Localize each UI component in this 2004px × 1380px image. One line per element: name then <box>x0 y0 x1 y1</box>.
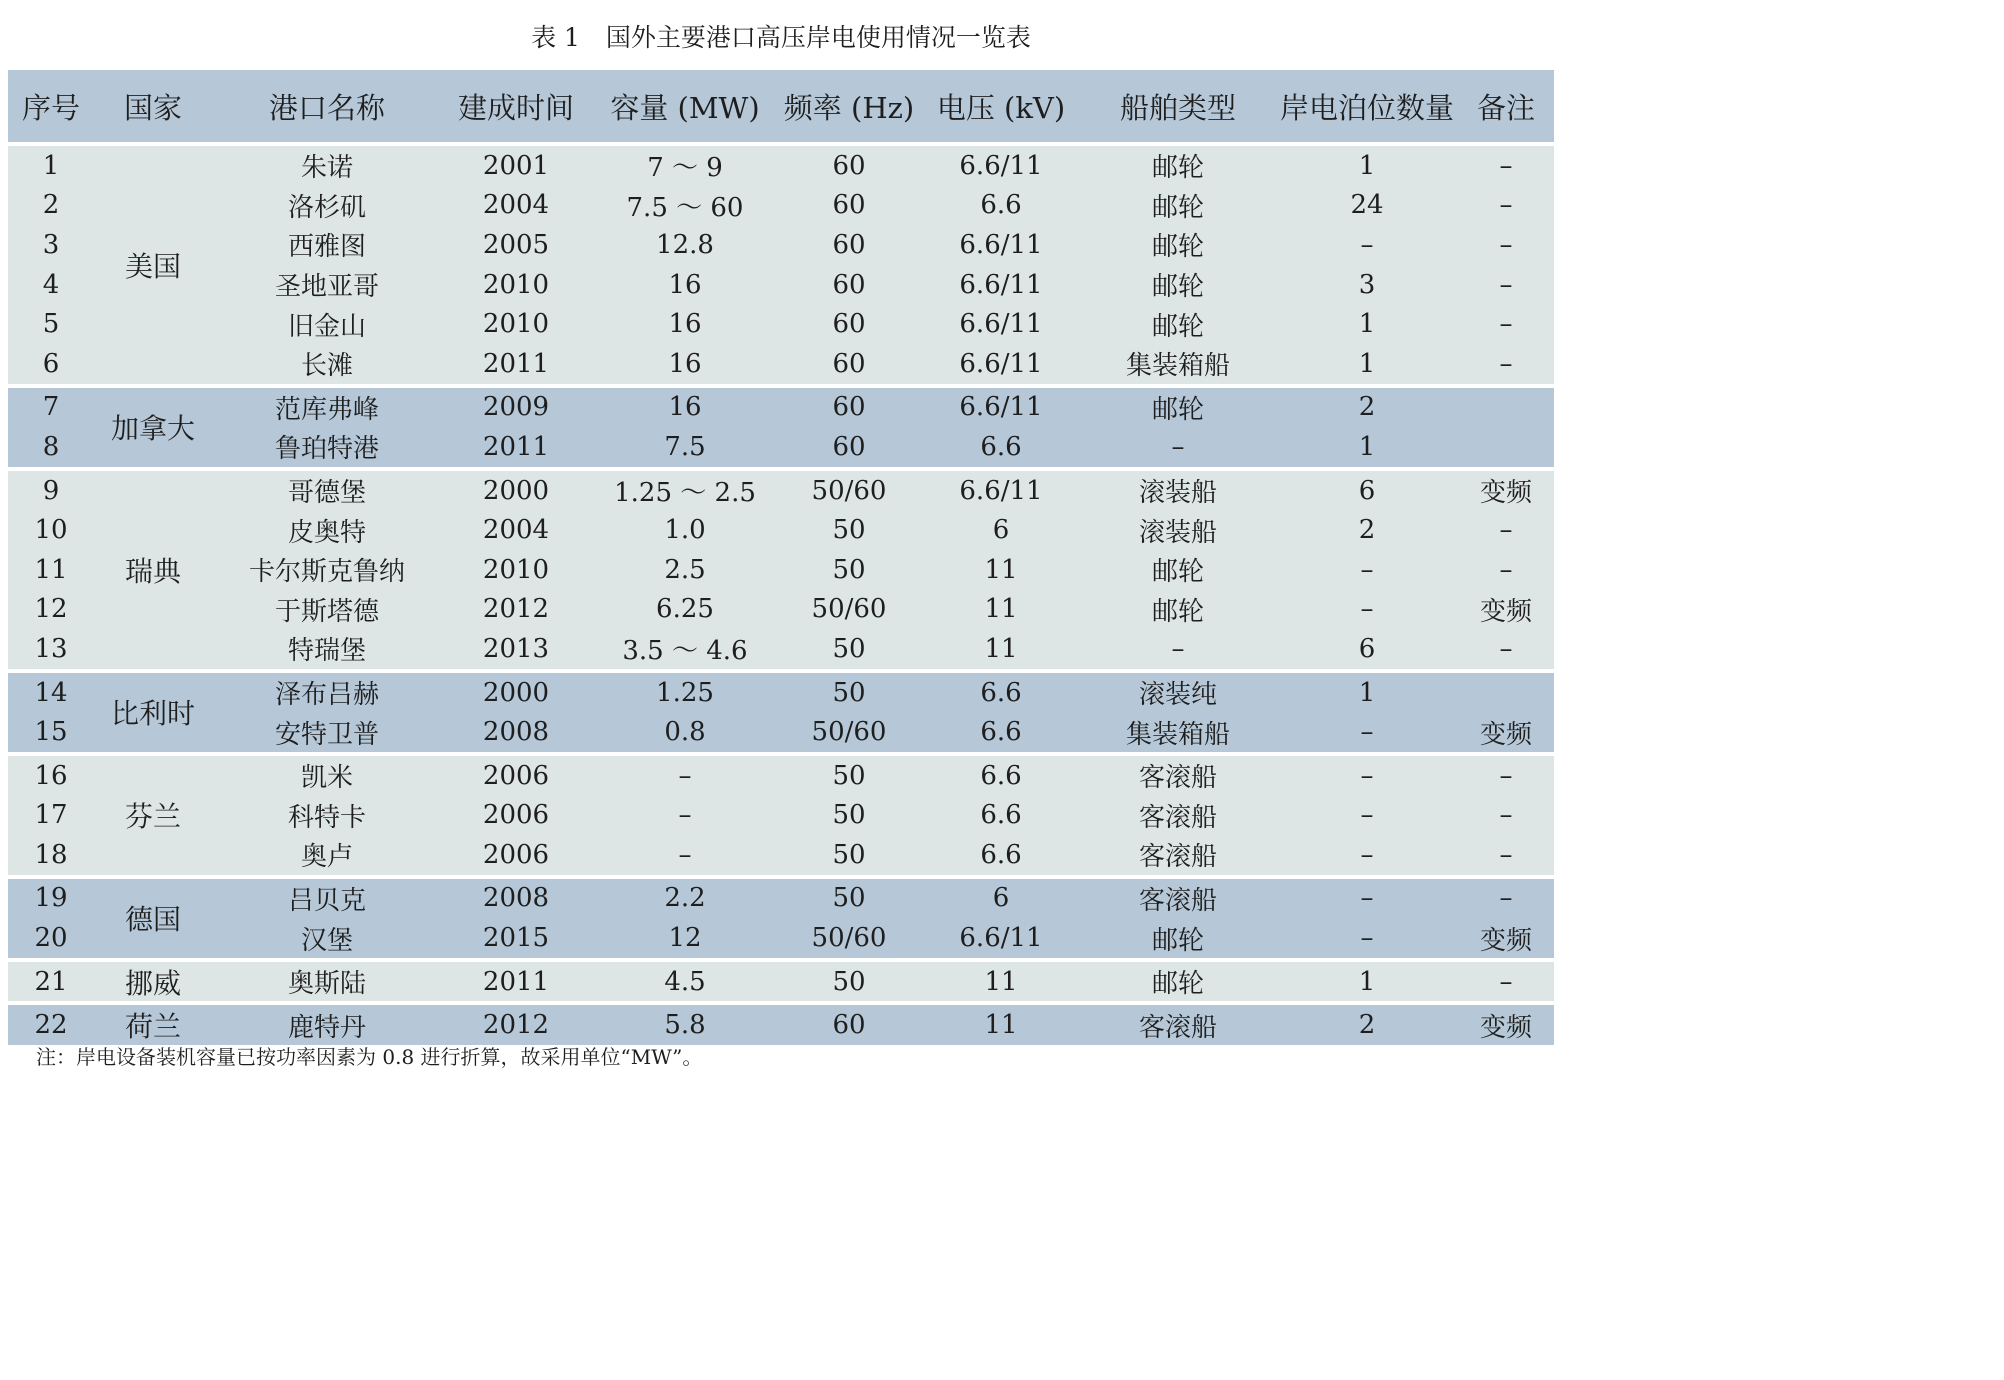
table-row <box>8 550 1554 590</box>
table-cell: 60 <box>832 150 866 181</box>
table-cell: 60 <box>832 269 866 300</box>
table-cell: – <box>1360 760 1374 791</box>
table-cell: 50 <box>832 554 866 585</box>
table-cell: 7 ～ 9 <box>647 153 723 184</box>
table-cell: 7.5 ～ 60 <box>626 192 744 223</box>
table-cell: 1.25 <box>656 677 714 708</box>
table-row <box>8 225 1554 265</box>
table-row <box>8 879 1554 919</box>
table-cell: 邮轮 <box>1151 969 1204 1000</box>
table-cell: 变频 <box>1479 478 1532 509</box>
table-cell: 6.6 <box>980 677 1022 708</box>
table-row <box>8 962 1554 1002</box>
table-cell: 奥卢 <box>300 842 353 873</box>
table-cell: – <box>1171 431 1185 462</box>
table-cell: 客滚船 <box>1138 842 1217 873</box>
table-cell: 鹿特丹 <box>287 1012 366 1043</box>
table-cell: 60 <box>832 1010 866 1041</box>
table-cell: 2000 <box>482 677 550 708</box>
table-caption <box>0 18 1562 58</box>
table-cell: 16 <box>668 392 702 423</box>
table-cell: 2004 <box>482 190 550 221</box>
table-cell: 50 <box>832 966 866 997</box>
table-cell: 22 <box>34 1010 68 1041</box>
table-cell: – <box>1360 839 1374 870</box>
table-cell: 6.6 <box>980 431 1022 462</box>
country-cell: 芬兰 <box>124 800 181 834</box>
table-cell: 邮轮 <box>1151 192 1204 223</box>
table-cell: 科特卡 <box>287 802 366 833</box>
table-cell: 2.2 <box>664 883 706 914</box>
table-cell: 2004 <box>482 515 550 546</box>
table-cell: – <box>1499 800 1513 831</box>
table-cell: 朱诺 <box>300 153 353 184</box>
table-cell: 16 <box>668 269 702 300</box>
header-cell: 备注 <box>1476 90 1535 125</box>
table-cell: 圣地亚哥 <box>274 272 379 303</box>
table-cell: 6 <box>1358 475 1376 506</box>
table-cell: 1 <box>1358 150 1376 181</box>
table-row <box>8 590 1554 630</box>
table-cell: 11 <box>984 966 1018 997</box>
table-cell: 于斯塔德 <box>274 596 379 627</box>
table-cell: 12.8 <box>656 229 714 260</box>
table-cell: 50 <box>832 633 866 664</box>
table-cell: 6.6/11 <box>959 392 1043 423</box>
table-cell: 1.25 ～ 2.5 <box>614 478 756 509</box>
table-cell: 5 <box>42 309 60 340</box>
table-cell: 3 <box>1358 269 1376 300</box>
header-cell: 序号 <box>21 90 80 125</box>
table-cell: 泽布吕赫 <box>274 680 379 711</box>
table-title: 国外主要港口高压岸电使用情况一览表 <box>605 23 1031 52</box>
table-cell: – <box>1499 633 1513 664</box>
table-cell: 50/60 <box>811 717 887 748</box>
table-cell: 2001 <box>482 150 550 181</box>
table-cell: 邮轮 <box>1151 232 1204 263</box>
table-cell: 2011 <box>482 966 550 997</box>
table-cell: 2012 <box>482 1010 550 1041</box>
table-cell: 滚装船 <box>1138 517 1217 548</box>
table-cell: 2008 <box>482 717 550 748</box>
table-cell: – <box>1360 554 1374 585</box>
table-cell: 6 <box>42 348 60 379</box>
table-cell: 50/60 <box>811 475 887 506</box>
table-cell: 2.5 <box>664 554 706 585</box>
table-cell: 2 <box>42 190 60 221</box>
table-cell: 皮奥特 <box>287 517 366 548</box>
table-cell: 50/60 <box>811 594 887 625</box>
table-cell: – <box>1360 594 1374 625</box>
country-cell: 比利时 <box>110 697 195 731</box>
table-cell: 50 <box>832 760 866 791</box>
table-row <box>8 146 1554 186</box>
table-cell: 6.6 <box>980 839 1022 870</box>
table-cell: 2000 <box>482 475 550 506</box>
table-cell: 2011 <box>482 348 550 379</box>
table-cell: 17 <box>34 800 68 831</box>
table-cell: 卡尔斯克鲁纳 <box>248 557 405 588</box>
table-cell: 邮轮 <box>1151 557 1204 588</box>
country-group <box>8 673 1554 752</box>
table-cell: 50/60 <box>811 923 887 954</box>
country-group <box>8 962 1554 1002</box>
table-cell: 6 <box>992 515 1010 546</box>
table-cell: 洛杉矶 <box>287 192 366 223</box>
table-cell: 11 <box>984 594 1018 625</box>
table-cell: – <box>678 800 692 831</box>
table-cell: 21 <box>34 966 68 997</box>
table-cell: 集装箱船 <box>1125 351 1230 382</box>
table-cell: – <box>1499 348 1513 379</box>
table-cell: 客滚船 <box>1138 763 1217 794</box>
table-cell: 50 <box>832 839 866 870</box>
header-cell: 岸电泊位数量 <box>1279 90 1454 125</box>
table-cell: 50 <box>832 800 866 831</box>
table-cell: 客滚船 <box>1138 1012 1217 1043</box>
table-cell: 2006 <box>482 839 550 870</box>
table-cell: 12 <box>34 594 68 625</box>
table-cell: 6.6/11 <box>959 475 1043 506</box>
table-cell: 16 <box>668 348 702 379</box>
table-cell: 变频 <box>1479 719 1532 750</box>
table-cell: 长滩 <box>300 351 353 382</box>
table-cell: 8 <box>42 431 60 462</box>
table-cell: 24 <box>1350 190 1384 221</box>
table-cell: 1.0 <box>664 515 706 546</box>
table-cell: – <box>678 839 692 870</box>
table-cell: – <box>1360 717 1374 748</box>
table-cell: 旧金山 <box>287 311 366 342</box>
table-cell: – <box>1499 150 1513 181</box>
table-row <box>8 471 1554 511</box>
table-cell: – <box>1499 309 1513 340</box>
table-cell: 2010 <box>482 269 550 300</box>
table-cell: 12 <box>668 923 702 954</box>
table-cell: 16 <box>34 760 68 791</box>
table-cell: 西雅图 <box>287 232 366 263</box>
table-cell: 邮轮 <box>1151 596 1204 627</box>
header-cell: 频率 (Hz) <box>783 90 915 125</box>
table-cell: 滚装船 <box>1138 478 1217 509</box>
table-cell: 变频 <box>1479 925 1532 956</box>
table-cell: 0.8 <box>664 717 706 748</box>
table-cell: 13 <box>34 633 68 664</box>
table-cell: 9 <box>42 475 60 506</box>
table-cell: 50 <box>832 515 866 546</box>
table-cell: 50 <box>832 677 866 708</box>
table-cell: 鲁珀特港 <box>274 434 379 465</box>
country-cell: 荷兰 <box>124 1010 181 1044</box>
table-cell: 集装箱船 <box>1125 719 1230 750</box>
table-cell: 6.6 <box>980 760 1022 791</box>
table-row <box>8 796 1554 836</box>
country-group <box>8 388 1554 467</box>
table-cell: – <box>1499 839 1513 870</box>
table-cell: 6.6 <box>980 800 1022 831</box>
table-cell: 7 <box>42 392 60 423</box>
table-cell: 16 <box>668 309 702 340</box>
table-cell: 3.5 ～ 4.6 <box>622 636 748 667</box>
table-cell: 10 <box>34 515 68 546</box>
table-row <box>8 265 1554 305</box>
table-cell: 2011 <box>482 431 550 462</box>
table-cell: 吕贝克 <box>287 885 366 916</box>
table-cell: 60 <box>832 348 866 379</box>
table-cell: – <box>1360 229 1374 260</box>
table-cell: 邮轮 <box>1151 394 1204 425</box>
table-cell: 2005 <box>482 229 550 260</box>
table-cell: – <box>1499 269 1513 300</box>
table-cell: 邮轮 <box>1151 311 1204 342</box>
table-cell: 邮轮 <box>1151 272 1204 303</box>
table-cell: 1 <box>1358 309 1376 340</box>
table-cell: 5.8 <box>664 1010 706 1041</box>
table-cell: 2 <box>1358 515 1376 546</box>
header-cell: 国家 <box>123 90 182 125</box>
table-cell: 3 <box>42 229 60 260</box>
table-cell: 1 <box>1358 966 1376 997</box>
table-row <box>8 344 1554 384</box>
table-body <box>8 142 1554 1045</box>
table-cell: – <box>1499 515 1513 546</box>
table-cell: 60 <box>832 190 866 221</box>
table-cell: 60 <box>832 431 866 462</box>
table-cell: – <box>1499 760 1513 791</box>
table-cell: 11 <box>984 1010 1018 1041</box>
country-cell: 挪威 <box>124 966 181 1000</box>
table-cell: 2013 <box>482 633 550 664</box>
table-cell: 变频 <box>1479 1012 1532 1043</box>
table-cell: 15 <box>34 717 68 748</box>
table-row <box>8 629 1554 669</box>
table-cell: 6.6/11 <box>959 150 1043 181</box>
table-cell: – <box>1171 633 1185 664</box>
table-cell: 变频 <box>1479 596 1532 627</box>
table-cell: – <box>1360 923 1374 954</box>
table-cell: – <box>1360 883 1374 914</box>
table-cell: – <box>1360 800 1374 831</box>
table-cell: 凯米 <box>300 763 353 794</box>
table-row <box>8 673 1554 713</box>
table-cell: – <box>1499 883 1513 914</box>
table-cell: 6 <box>1358 633 1376 664</box>
table-cell: 2 <box>1358 392 1376 423</box>
table-row <box>8 304 1554 344</box>
table-cell: 汉堡 <box>300 925 353 956</box>
country-group <box>8 756 1554 875</box>
table-cell: 范库弗峰 <box>274 394 379 425</box>
table-cell: 4 <box>42 269 60 300</box>
table-cell: 7.5 <box>664 431 706 462</box>
table-cell: 60 <box>832 392 866 423</box>
table-cell: 14 <box>34 677 68 708</box>
table-cell: 客滚船 <box>1138 885 1217 916</box>
table-cell <box>1458 427 1554 467</box>
table-cell: 6.6 <box>980 717 1022 748</box>
table-cell: 1 <box>1358 677 1376 708</box>
table-cell: 11 <box>984 633 1018 664</box>
table-cell: 2006 <box>482 760 550 791</box>
table-cell: 1 <box>42 150 60 181</box>
table-cell: 2012 <box>482 594 550 625</box>
header-cell: 电压 (kV) <box>936 90 1066 125</box>
table-row <box>8 835 1554 875</box>
country-cell: 加拿大 <box>110 412 195 446</box>
table-row <box>8 388 1554 428</box>
table-cell: 60 <box>832 309 866 340</box>
table-cell: 60 <box>832 229 866 260</box>
table-row <box>8 427 1554 467</box>
table-cell: 2006 <box>482 800 550 831</box>
table-cell: 邮轮 <box>1151 153 1204 184</box>
table-cell: 安特卫普 <box>274 719 379 750</box>
table-cell: 客滚船 <box>1138 802 1217 833</box>
header-cell: 容量 (MW) <box>610 90 760 125</box>
table-cell: 2015 <box>482 923 550 954</box>
table-row <box>8 756 1554 796</box>
country-cell: 德国 <box>124 903 181 937</box>
table-cell: 2008 <box>482 883 550 914</box>
table-cell: 6.6/11 <box>959 348 1043 379</box>
table-cell: – <box>678 760 692 791</box>
table-cell: 哥德堡 <box>287 478 366 509</box>
table-cell: 2009 <box>482 392 550 423</box>
table-cell: – <box>1499 190 1513 221</box>
table-cell: 18 <box>34 839 68 870</box>
country-cell: 美国 <box>124 249 181 283</box>
table-footnote: 注：岸电设备装机容量已按功率因素为 0.8 进行折算，故采用单位“MW”。 <box>36 1045 703 1069</box>
table-row <box>8 918 1554 958</box>
table-cell <box>1458 673 1554 713</box>
country-group <box>8 146 1554 384</box>
table-cell: 滚装纯 <box>1138 680 1217 711</box>
table-cell: 6.6/11 <box>959 923 1043 954</box>
table-row <box>8 186 1554 226</box>
table-cell: 6.6/11 <box>959 309 1043 340</box>
table-cell: 1 <box>1358 431 1376 462</box>
country-group <box>8 879 1554 958</box>
table-cell: 6 <box>992 883 1010 914</box>
table-cell: 50 <box>832 883 866 914</box>
table-cell: 4.5 <box>664 966 706 997</box>
table-cell: – <box>1499 229 1513 260</box>
header-cell: 建成时间 <box>457 90 574 125</box>
table-cell: 1 <box>1358 348 1376 379</box>
table-cell: 11 <box>984 554 1018 585</box>
table-cell: 6.6 <box>980 190 1022 221</box>
table-row <box>8 712 1554 752</box>
table-cell: 特瑞堡 <box>287 636 366 667</box>
table-number: 表 1 <box>531 23 580 52</box>
country-group <box>8 471 1554 669</box>
table-cell: 2010 <box>482 554 550 585</box>
table-cell <box>1458 388 1554 428</box>
table-row <box>8 510 1554 550</box>
table-cell: 11 <box>34 554 68 585</box>
table-cell: 19 <box>34 883 68 914</box>
table-cell: 邮轮 <box>1151 925 1204 956</box>
table-header <box>8 70 1554 142</box>
table-cell: 6.25 <box>656 594 714 625</box>
table-cell: 6.6/11 <box>959 269 1043 300</box>
shore-power-table <box>8 70 1554 1045</box>
header-cell: 船舶类型 <box>1119 90 1236 125</box>
table-cell: 2010 <box>482 309 550 340</box>
header-cell: 港口名称 <box>268 90 385 125</box>
country-cell: 瑞典 <box>124 554 181 588</box>
table-cell: 20 <box>34 923 68 954</box>
table-cell: – <box>1499 554 1513 585</box>
table-cell: 奥斯陆 <box>287 969 366 1000</box>
table-cell: – <box>1499 966 1513 997</box>
table-cell: 6.6/11 <box>959 229 1043 260</box>
table-cell: 2 <box>1358 1010 1376 1041</box>
